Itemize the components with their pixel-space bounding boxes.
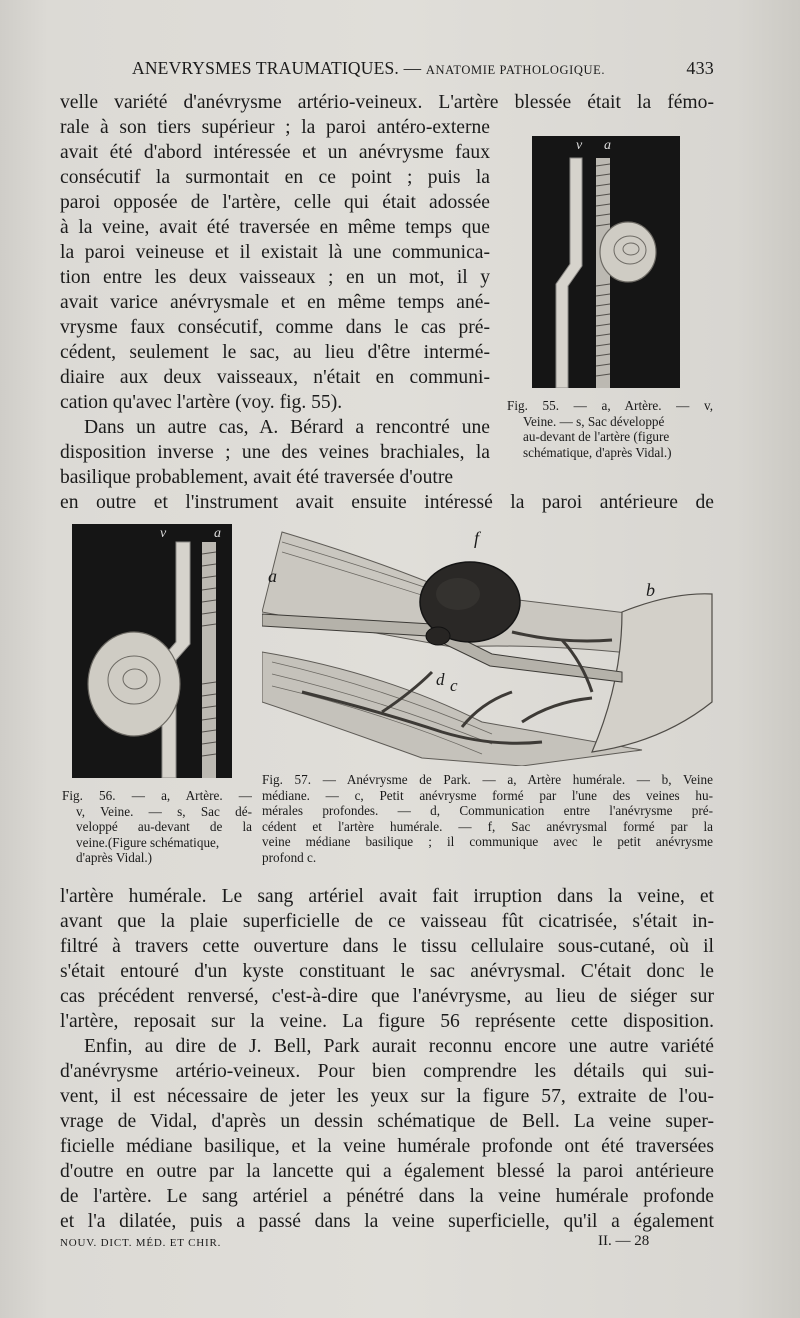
figure-55-caption [507, 398, 713, 460]
section-title: ANATOMIE PATHOLOGIQUE. [425, 63, 606, 77]
figure-56-illustration [72, 524, 232, 778]
text-line: consécutif la surmontait en ce point ; puis la [60, 167, 490, 188]
text-line: l'artère humérale. Le sang artériel avait fait irruption dans la veine, et [60, 886, 714, 907]
caption-line: veine médiane basilique ; il communique avec le petit anévrysme [262, 834, 713, 849]
figure-57-drawing [262, 522, 718, 766]
text-line: basilique probablement, avait été traversée d'outre [60, 467, 454, 488]
caption-line: mérales profondes. — d, Communication entre l'anévrysme pré- [262, 803, 713, 818]
text-line: vrysme faux consécutif, comme dans le cas pré- [60, 317, 490, 338]
printer-signature: NOUV. DICT. MÉD. ET CHIR. [60, 1237, 222, 1249]
caption-line: profond c. [262, 849, 317, 865]
text-line: velle variété d'anévrysme artério-veineux. L'artère blessée était la fémo- [60, 92, 714, 113]
figure-55-label-v: v [576, 138, 583, 153]
figure-56-label-v: v [160, 526, 167, 541]
text-line: cédent, seulement le sac, au lieu d'être intermé- [60, 342, 490, 363]
text-line: vent, il est nécessaire de jeter les yeux sur la figure 57, extraite de l'ou- [60, 1086, 714, 1107]
text-line: avait été d'abord intéressée et un anévrysme faux [60, 142, 490, 163]
caption-line: Fig. 55. — a, Artère. — v, [507, 398, 713, 413]
figure-57-label-a: a [268, 566, 277, 586]
text-line: Enfin, au dire de J. Bell, Park aurait reconnu encore une autre variété [84, 1036, 714, 1057]
text-line: Dans un autre cas, A. Bérard a rencontré une [84, 417, 490, 438]
text-line: l'artère, reposait sur la veine. La figure 56 représente cette disposition. [60, 1011, 714, 1032]
figure-55-label-a: a [604, 138, 611, 153]
text-line: rale à son tiers supérieur ; la paroi antéro-externe [60, 117, 490, 138]
text-line: la paroi veineuse et il existait là une communica- [60, 242, 490, 263]
caption-line: Fig. 57. — Anévrysme de Park. — a, Artère humérale. — b, Veine [262, 772, 713, 787]
caption-line: veine.(Figure schématique, [76, 834, 220, 850]
figure-55-illustration [532, 136, 680, 388]
header-separator: — [403, 58, 422, 78]
figure-55-drawing [532, 136, 680, 388]
text-line: d'outre en outre par la lancette qui a également blessé la paroi antérieure [60, 1161, 714, 1182]
text-line: de l'artère. Le sang artériel a pénétré dans la veine humérale profonde [60, 1186, 714, 1207]
running-header [132, 58, 714, 84]
text-line: disposition inverse ; une des veines brachiales, la [60, 442, 490, 463]
caption-line: Fig. 56. — a, Artère. — [62, 788, 252, 803]
text-line: filtré à travers cette ouverture dans le tissu cellulaire sous-cutané, où il [60, 936, 714, 957]
text-line: d'anévrysme artério-veineux. Pour bien comprendre les détails qui sui- [60, 1061, 714, 1082]
text-line: paroi opposée de l'artère, celle qui était adossée [60, 192, 490, 213]
caption-line: schématique, d'après Vidal.) [523, 444, 672, 460]
text-line: s'était entouré d'un kyste constituant le sac anévrysmal. C'était donc le [60, 961, 714, 982]
caption-line: au-devant de l'artère (figure [523, 429, 670, 444]
caption-line: cédent et l'artère humérale. — f, Sac anévrysmal formé par la [262, 818, 713, 834]
text-line: cation qu'avec l'artère (voy. fig. 55). [60, 392, 343, 413]
figure-56-caption [62, 788, 252, 866]
text-line: avait varice anévrysmale et en même temps ané- [60, 292, 490, 313]
text-line: tion entre les deux vaisseaux ; en un mot, il y [60, 267, 490, 288]
figure-57-illustration [262, 522, 718, 766]
caption-line: veloppé au-devant de la [76, 819, 252, 834]
figure-57-label-b: b [646, 580, 655, 600]
text-line: diaire aux deux vaisseaux, n'était en communi- [60, 367, 490, 388]
caption-line: Veine. — s, Sac développé [523, 413, 665, 429]
caption-line: médiane. — c, Petit anévrysme formé par l'une des veines hu- [262, 787, 713, 803]
figure-57-label-c: c [450, 676, 458, 695]
figure-56-drawing [72, 524, 232, 778]
text-line: ficielle médiane basilique, et la veine humérale profonde ont été traversées [60, 1136, 714, 1157]
page-number: 433 [686, 58, 714, 78]
figure-57-label-d: d [436, 670, 445, 689]
figure-57-label-f: f [474, 528, 480, 548]
caption-line: d'après Vidal.) [76, 850, 153, 865]
text-line: cas précédent renversé, c'est-à-dire que l'anévrysme, au lieu de siéger sur [60, 986, 714, 1007]
text-line: et l'a dilatée, puis a passé dans la veine superficielle, qu'il a également [60, 1211, 714, 1232]
text-line: vrage de Vidal, d'après un dessin schématique de Bell. La veine super- [60, 1111, 714, 1132]
sheet-signature: II. — 28 [598, 1233, 650, 1249]
text-line: avant que la plaie superficielle de ce vaisseau fût cicatrisée, s'était in- [60, 911, 714, 932]
running-title: ANEVRYSMES TRAUMATIQUES. [132, 58, 400, 78]
figure-57-caption [262, 772, 713, 865]
caption-line: v, Veine. — s, Sac dé- [76, 803, 252, 819]
text-line: à la veine, avait été traversée en même temps que [60, 217, 490, 238]
text-line: en outre et l'instrument avait ensuite intéressé la paroi antérieure de [60, 492, 714, 513]
figure-56-label-a: a [214, 526, 221, 541]
